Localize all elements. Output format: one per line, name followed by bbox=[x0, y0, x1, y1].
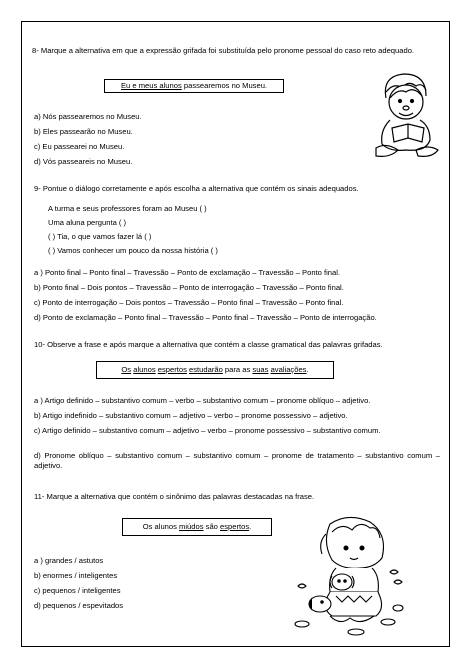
q9-dialogue-line-3: ( ) Tia, o que vamos fazer lá ( ) bbox=[48, 232, 152, 241]
q8-sentence-rest: passearemos no Museu. bbox=[181, 81, 268, 90]
q11-sentence-start: Os alunos bbox=[142, 522, 180, 531]
q9-dialogue-line-4: ( ) Vamos conhecer um pouco da nossa história ( ) bbox=[48, 246, 218, 255]
q11-word-espertos: espertos bbox=[220, 522, 250, 531]
q9-dialogue-line-2: Uma aluna pergunta ( ) bbox=[48, 218, 127, 227]
q11-period: . bbox=[249, 522, 252, 531]
q11-prompt: 11- Marque a alternativa que contém o sinônimo das palavras destacadas na frase. bbox=[34, 492, 315, 501]
q9-option-b[interactable]: b) Ponto final – Dois pontos – Travessão – Ponto de interrogação – Travessão – Ponto final. bbox=[34, 283, 344, 292]
q8-option-b[interactable]: b) Eles passearão no Museu. bbox=[34, 127, 133, 136]
q10-word-as: as bbox=[242, 365, 251, 374]
q10-word-para: para bbox=[224, 365, 241, 374]
q11-sentence-box bbox=[122, 518, 272, 536]
q9-dialogue-line-1: A turma e seus professores foram ao Museu ( ) bbox=[48, 204, 207, 213]
q10-word-estudarao: estudarão bbox=[189, 365, 223, 374]
q9-option-c[interactable]: c) Ponto de interrogação – Dois pontos – Travessão – Ponto final – Travessão – Ponto final. bbox=[34, 298, 344, 307]
q10-option-d[interactable]: d) Pronome oblíquo – substantivo comum – substantivo comum – pronome de tratamento – substantivo comum – adjetivo. bbox=[34, 451, 440, 470]
q11-option-d[interactable]: d) pequenos / espevitados bbox=[34, 601, 124, 610]
q8-prompt: 8- Marque a alternativa em que a expressão grifada foi substituída pelo pronome pessoal do caso reto adequado. bbox=[32, 46, 415, 55]
q9-option-a[interactable]: a ) Ponto final – Ponto final – Travessão – Ponto de exclamação – Travessão – Ponto final. bbox=[34, 268, 341, 277]
q10-period: . bbox=[306, 365, 309, 374]
boy-reading-icon bbox=[368, 68, 444, 160]
q9-prompt: 9- Pontue o diálogo corretamente e após escolha a alternativa que contém os sinais adequados. bbox=[34, 184, 359, 193]
q10-option-b[interactable]: b) Artigo indefinido – substantivo comum – adjetivo – verbo – pronome possessivo – adjetivo. bbox=[34, 411, 348, 420]
q9-option-d[interactable]: d) Ponto de exclamação – Ponto final – Travessão – Ponto final – Travessão – Ponto de interrogação. bbox=[34, 313, 377, 322]
q10-word-avaliacoes: avaliações bbox=[270, 365, 307, 374]
q8-option-d[interactable]: d) Vós passeareis no Museu. bbox=[34, 157, 133, 166]
q11-option-c[interactable]: c) pequenos / inteligentes bbox=[34, 586, 121, 595]
q10-word-suas: suas bbox=[252, 365, 269, 374]
q10-prompt: 10- Observe a frase e após marque a alternativa que contém a classe gramatical das palavras grifadas. bbox=[34, 340, 383, 349]
q10-sentence-box bbox=[96, 361, 334, 379]
q11-word-miudos: miúdos bbox=[179, 522, 204, 531]
girl-with-puppies-icon bbox=[290, 512, 410, 638]
q10-word-alunos: alunos bbox=[133, 365, 156, 374]
q10-word-espertos: espertos bbox=[157, 365, 187, 374]
q11-sentence-mid: são bbox=[203, 522, 220, 531]
q10-word-os: Os bbox=[121, 365, 132, 374]
q8-sentence-box bbox=[104, 79, 284, 93]
q11-option-a[interactable]: a ) grandes / astutos bbox=[34, 556, 104, 565]
q8-option-a[interactable]: a) Nós passearemos no Museu. bbox=[34, 112, 142, 121]
q11-option-b[interactable]: b) enormes / inteligentes bbox=[34, 571, 118, 580]
q8-underlined-phrase: Eu e meus alunos bbox=[120, 81, 182, 90]
q10-option-a[interactable]: a ) Artigo definido – substantivo comum – verbo – substantivo comum – pronome oblíquo – adjetivo. bbox=[34, 396, 371, 405]
q8-option-c[interactable]: c) Eu passearei no Museu. bbox=[34, 142, 125, 151]
q10-option-c[interactable]: c) Artigo definido – substantivo comum – adjetivo – verbo – pronome possessivo – substantivo comum. bbox=[34, 426, 381, 435]
